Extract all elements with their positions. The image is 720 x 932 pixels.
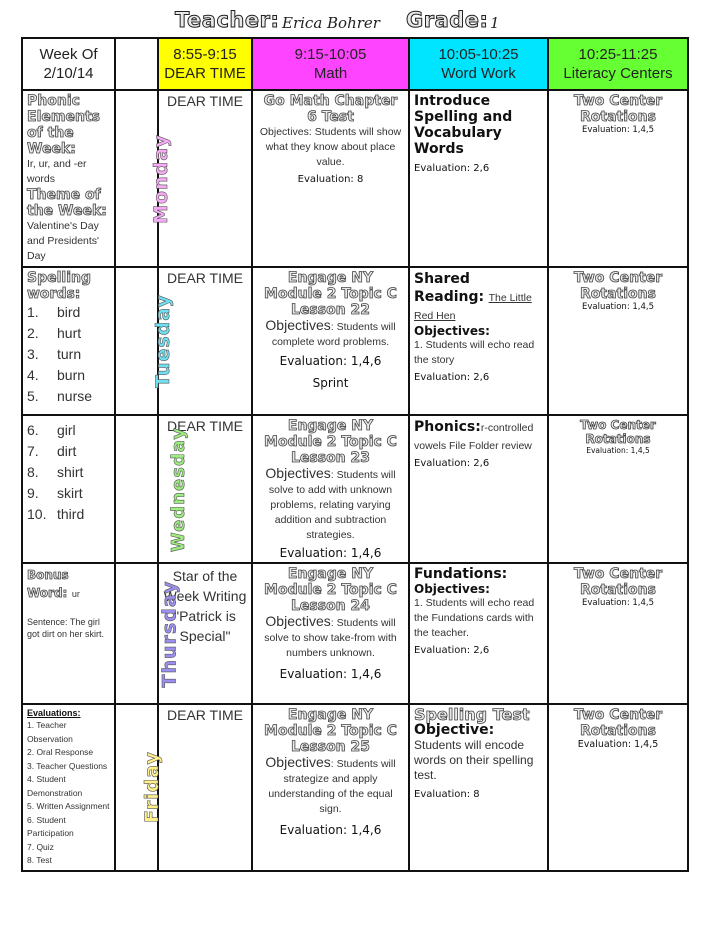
teacher-label: Teacher:	[175, 8, 280, 32]
wednesday-wordwork-eval: Evaluation: 2,6	[414, 458, 490, 469]
header-row	[22, 38, 688, 90]
tuesday-math-cell	[252, 267, 409, 415]
evaluation-item: 3. Teacher Questions	[27, 760, 108, 771]
thursday-centers-cell	[548, 563, 688, 704]
wednesday-math-eval: Evaluation: 1,4,6	[279, 546, 382, 560]
tuesday-dear: DEAR TIME	[167, 270, 243, 286]
friday-wordwork-obj-label: Objective:	[414, 722, 495, 738]
wednesday-math-obj-label: Objectives	[265, 465, 331, 481]
thursday-wordwork-eval: Evaluation: 2,6	[414, 645, 490, 656]
monday-label: Monday	[149, 133, 172, 224]
friday-dear: DEAR TIME	[167, 707, 243, 723]
theme-value: Valentine's Day and Presidents' Day	[27, 220, 100, 262]
word-work-title: Word Work	[441, 65, 516, 82]
thursday-centers-title: Two Center Rotations	[573, 566, 663, 598]
tuesday-label-cell	[115, 267, 174, 415]
evaluation-item: 4. Student Demonstration	[27, 774, 83, 798]
friday-dear-cell	[158, 704, 252, 871]
friday-centers-cell	[548, 704, 688, 871]
wednesday-math-cell	[252, 415, 409, 563]
friday-row	[22, 704, 688, 871]
spelling-words-2-cell	[22, 415, 115, 563]
bonus-word: ur	[71, 589, 80, 599]
spelling-list-2	[27, 420, 110, 525]
monday-wordwork-cell	[409, 90, 548, 267]
wednesday-wordwork-title: Phonics:	[414, 419, 481, 435]
wednesday-wordwork-cell	[409, 415, 548, 563]
spelling-word: 4. burn	[27, 367, 86, 383]
spelling-list-1	[27, 302, 110, 407]
word-work-header	[409, 38, 548, 90]
friday-wordwork-title: Spelling Test	[414, 705, 530, 724]
tuesday-wordwork-objective: 1. Students will echo read the story	[414, 339, 535, 366]
monday-wordwork-title: Introduce Spelling and Vocabulary Words	[414, 93, 513, 157]
word-work-time-slot: 10:05-10:25	[438, 46, 519, 63]
evaluation-item: 2. Oral Response	[27, 747, 94, 757]
monday-label-cell	[115, 90, 172, 267]
friday-wordwork-eval: Evaluation: 8	[414, 789, 480, 800]
thursday-centers-eval: Evaluation: 1,4,5	[581, 598, 655, 608]
spelling-word: 7. dirt	[27, 443, 77, 459]
wednesday-centers-title: Two Center Rotations	[580, 418, 656, 446]
tuesday-label: Tuesday	[151, 294, 174, 388]
evaluations-cell	[22, 704, 115, 871]
thursday-row	[22, 563, 688, 704]
evaluation-item: 1. Teacher Observation	[27, 720, 73, 744]
thursday-math-eval: Evaluation: 1,4,6	[279, 667, 382, 681]
theme-title: Theme of the Week:	[27, 187, 107, 219]
tuesday-wordwork-title: Shared Reading:	[414, 271, 485, 305]
evaluation-item: 8. Test	[27, 855, 52, 865]
tuesday-wordwork-obj-label: Objectives:	[414, 324, 490, 338]
spelling-word: 6. girl	[27, 422, 76, 438]
lesson-plan-table	[21, 37, 689, 872]
math-title: Math	[313, 65, 348, 82]
thursday-dear: Star of the Week Writing "Patrick is Special"	[163, 568, 247, 644]
literacy-title: Literacy Centers	[563, 65, 673, 82]
friday-math-objective: : Students will strategize and apply understanding of the equal sign.	[268, 758, 396, 815]
spelling-word: 2. hurt	[27, 325, 82, 341]
thursday-math-cell	[252, 563, 409, 704]
tuesday-math-obj-label: Objectives	[265, 317, 331, 333]
grade-value: 1	[490, 14, 500, 32]
tuesday-centers-eval: Evaluation: 1,4,5	[581, 302, 655, 312]
tuesday-centers-title: Two Center Rotations	[573, 270, 663, 302]
week-date: 2/10/14	[43, 65, 94, 82]
tuesday-math-objective: : Students will complete word problems.	[271, 321, 396, 348]
dear-time-slot: 8:55-9:15	[173, 46, 237, 63]
spelling-words-cell	[22, 267, 115, 415]
evaluation-item: 5. Written Assignment	[27, 801, 110, 811]
spelling-word: 3. turn	[27, 346, 82, 362]
phonic-value: Ir, ur, and -er words	[27, 158, 87, 185]
literacy-time-slot: 10:25-11:25	[578, 46, 658, 63]
spelling-word: 10. third	[27, 506, 85, 522]
friday-label-cell	[115, 704, 163, 871]
spelling-word: 5. nurse	[27, 388, 93, 404]
thursday-label-cell	[115, 563, 181, 704]
thursday-math-objective: : Students will solve to show take-from with numbers unknown.	[264, 617, 397, 659]
monday-dear: DEAR TIME	[167, 93, 243, 109]
friday-centers-title: Two Center Rotations	[573, 707, 663, 739]
day-column-header	[115, 38, 158, 90]
dear-time-header	[158, 38, 252, 90]
dear-time-title: DEAR TIME	[164, 65, 246, 82]
friday-math-obj-label: Objectives	[265, 754, 331, 770]
tuesday-math-sprint: Sprint	[312, 376, 349, 390]
math-time-slot: 9:15-10:05	[294, 46, 367, 63]
thursday-math-title: Engage NY Module 2 Topic C Lesson 24	[264, 566, 397, 614]
bonus-word-cell	[22, 563, 115, 704]
tuesday-book-title: The Little Red Hen	[414, 292, 532, 322]
wednesday-dear: DEAR TIME	[167, 418, 243, 434]
monday-math-obj-label: Objectives	[259, 126, 309, 138]
thursday-wordwork-obj-label: Objectives:	[414, 582, 490, 596]
friday-math-title: Engage NY Module 2 Topic C Lesson 25	[264, 707, 397, 755]
literacy-centers-header	[548, 38, 688, 90]
wednesday-label-cell	[115, 415, 190, 563]
monday-centers-eval: Evaluation: 1,4,5	[581, 125, 655, 135]
wednesday-centers-cell	[548, 415, 688, 563]
monday-centers-cell	[548, 90, 688, 267]
wednesday-label: Wednesday	[168, 426, 190, 552]
page-header	[0, 8, 720, 38]
wednesday-centers-eval: Evaluation: 1,4,5	[586, 446, 650, 455]
friday-wordwork-cell	[409, 704, 548, 871]
thursday-wordwork-objective: 1. Students will echo read the Fundations cards with the teacher.	[414, 597, 535, 639]
monday-math-cell	[252, 90, 409, 267]
wednesday-row	[22, 415, 688, 563]
evaluations-title: Evaluations:	[27, 708, 81, 718]
wednesday-math-objective: : Students will solve to add with unknown problems, relating varying addition and subtraction strategies.	[268, 469, 396, 541]
phonic-title: Phonic Elements of the Week:	[27, 93, 100, 157]
friday-label: Friday	[140, 751, 163, 824]
friday-math-cell	[252, 704, 409, 871]
monday-math-objective: : Students will show what they know about place value.	[265, 126, 402, 168]
math-header	[252, 38, 409, 90]
phonic-elements-cell	[22, 90, 115, 267]
evaluation-item: 7. Quiz	[27, 841, 54, 852]
wednesday-wordwork-text: r-controlled vowels File Folder review	[414, 422, 534, 452]
spelling-word: 1. bird	[27, 304, 81, 320]
monday-centers-title: Two Center Rotations	[573, 93, 663, 125]
week-of-header	[22, 38, 115, 90]
spelling-word: 8. shirt	[27, 464, 84, 480]
thursday-wordwork-title: Fundations:	[414, 566, 508, 582]
evaluation-item: 6. Student Participation	[27, 814, 74, 838]
monday-wordwork-eval: Evaluation: 2,6	[414, 163, 490, 174]
bonus-sentence: Sentence: The girl got dirt on her skirt.	[27, 617, 105, 639]
tuesday-math-eval: Evaluation: 1,4,6	[279, 354, 382, 368]
tuesday-math-title: Engage NY Module 2 Topic C Lesson 22	[264, 270, 397, 318]
spelling-word: 9. skirt	[27, 485, 83, 501]
thursday-label: Thursday	[158, 580, 181, 687]
monday-math-eval: Evaluation: 8	[297, 174, 364, 185]
thursday-math-obj-label: Objectives	[265, 613, 331, 629]
wednesday-math-title: Engage NY Module 2 Topic C Lesson 23	[264, 418, 397, 466]
tuesday-wordwork-cell	[409, 267, 548, 415]
thursday-wordwork-cell	[409, 563, 548, 704]
friday-math-eval: Evaluation: 1,4,6	[279, 823, 382, 837]
tuesday-row	[22, 267, 688, 415]
tuesday-wordwork-eval: Evaluation: 2,6	[414, 372, 490, 383]
spelling-title: Spelling words:	[27, 270, 91, 302]
monday-dear-cell	[158, 90, 252, 267]
monday-math-title: Go Math Chapter 6 Test	[263, 93, 398, 125]
grade-label: Grade:	[406, 8, 489, 32]
bonus-label: Bonus Word:	[27, 568, 69, 600]
tuesday-centers-cell	[548, 267, 688, 415]
week-of-label: Week Of	[39, 46, 98, 63]
monday-row	[22, 90, 688, 267]
friday-wordwork-objective: Students will encode words on their spelling test.	[414, 738, 534, 782]
teacher-name: Erica Bohrer	[282, 14, 380, 32]
friday-centers-eval: Evaluation: 1,4,5	[577, 739, 659, 750]
